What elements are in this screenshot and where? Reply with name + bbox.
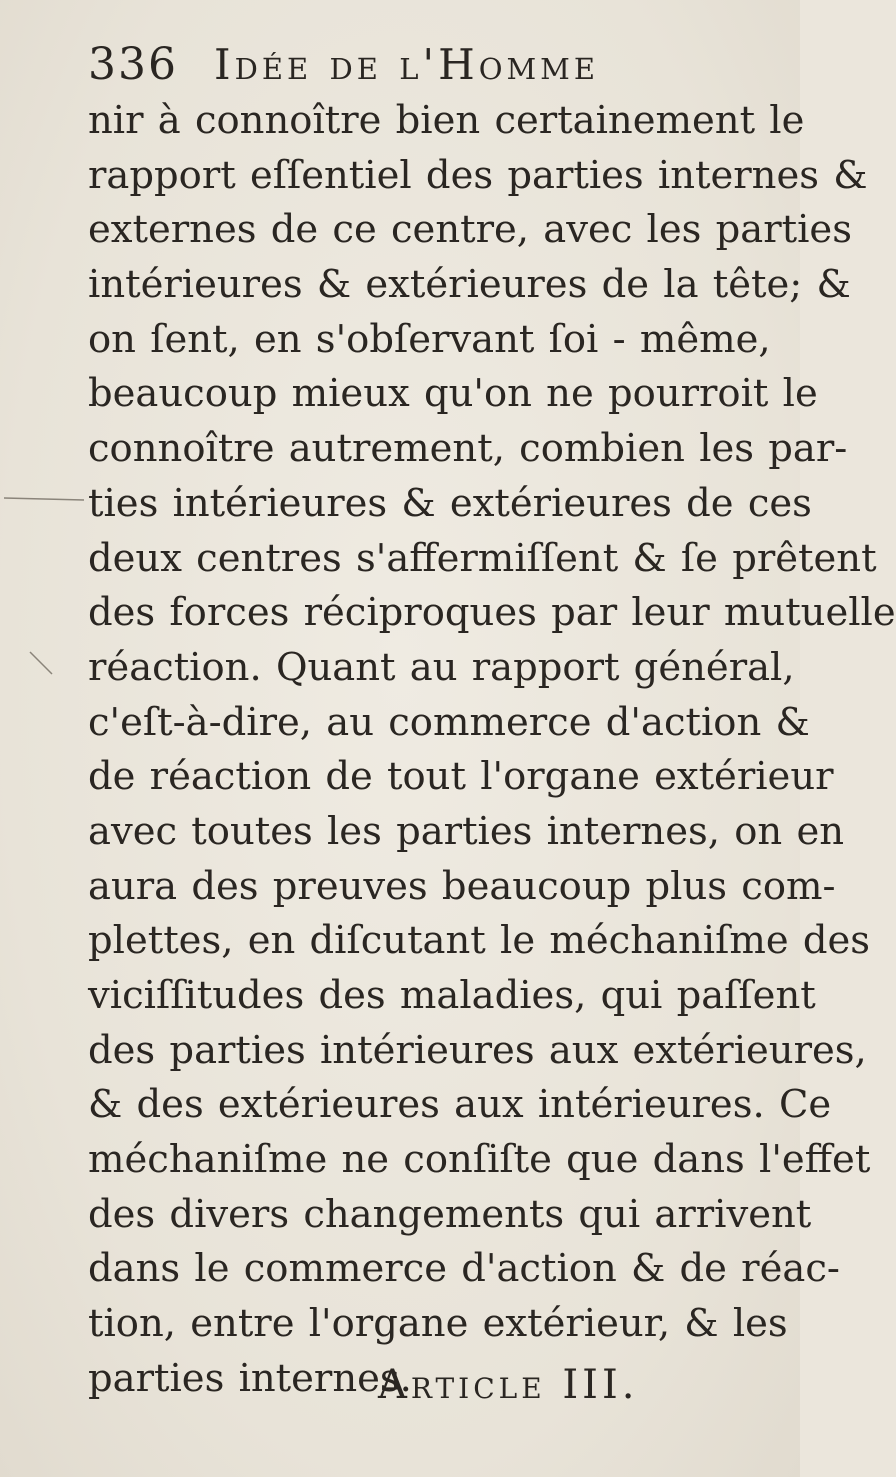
text-line: méchaniſme ne conſiſte que dans l'effet [88, 1137, 871, 1183]
text-line: externes de ce centre, avec les parties [88, 207, 852, 253]
text-line: viciſſitudes des maladies, qui paſſent [88, 973, 816, 1018]
text-line: parties internes. [88, 1355, 412, 1401]
text-line: avec toutes les parties internes, on en [88, 808, 845, 854]
text-line: & des extérieures aux intérieures. Ce [88, 1082, 832, 1128]
text-line: ties intérieures & extérieures de ces [88, 480, 812, 526]
text-line: des parties intérieures aux extérieures, [88, 1027, 867, 1073]
text-line: plettes, en diſcutant le méchaniſme des [88, 918, 871, 964]
text-line: des divers changements qui arrivent [88, 1191, 812, 1237]
text-line: aura des preuves beaucoup plus com- [88, 863, 836, 909]
text-line: deux centres s'affermiſſent & ſe prêtent [88, 535, 877, 581]
text-line: beaucoup mieux qu'on ne pourroit le [88, 371, 818, 417]
text-line: réaction. Quant au rapport général, [88, 644, 795, 690]
text-line: tion, entre l'organe extérieur, & les [88, 1301, 788, 1347]
margin-pencil-mark [26, 648, 56, 678]
running-head: Idée de l'Homme [213, 40, 600, 89]
text-line: des forces réciproques par leur mutuelle [88, 590, 896, 636]
text-line: nir à connoître bien certainement le [88, 98, 805, 143]
text-line: dans le commerce d'action & de réac- [88, 1246, 840, 1292]
page-number: 336 [88, 39, 178, 90]
text-line: de réaction de tout l'organe extérieur [88, 754, 834, 800]
text-line: rapport eſſentiel des parties internes & [88, 152, 868, 198]
text-line: connoître autrement, combien les par- [88, 426, 848, 472]
text-line: on ſent, en s'obſervant ſoi - même, [88, 316, 771, 362]
body-text [88, 94, 896, 1407]
text-line: c'eſt-à-dire, au commerce d'action & [88, 699, 810, 745]
article-heading: Article III. [378, 1362, 639, 1408]
text-line: intérieures & extérieures de la tête; & [88, 262, 851, 308]
page-header [88, 36, 768, 94]
margin-pencil-mark [0, 488, 90, 508]
